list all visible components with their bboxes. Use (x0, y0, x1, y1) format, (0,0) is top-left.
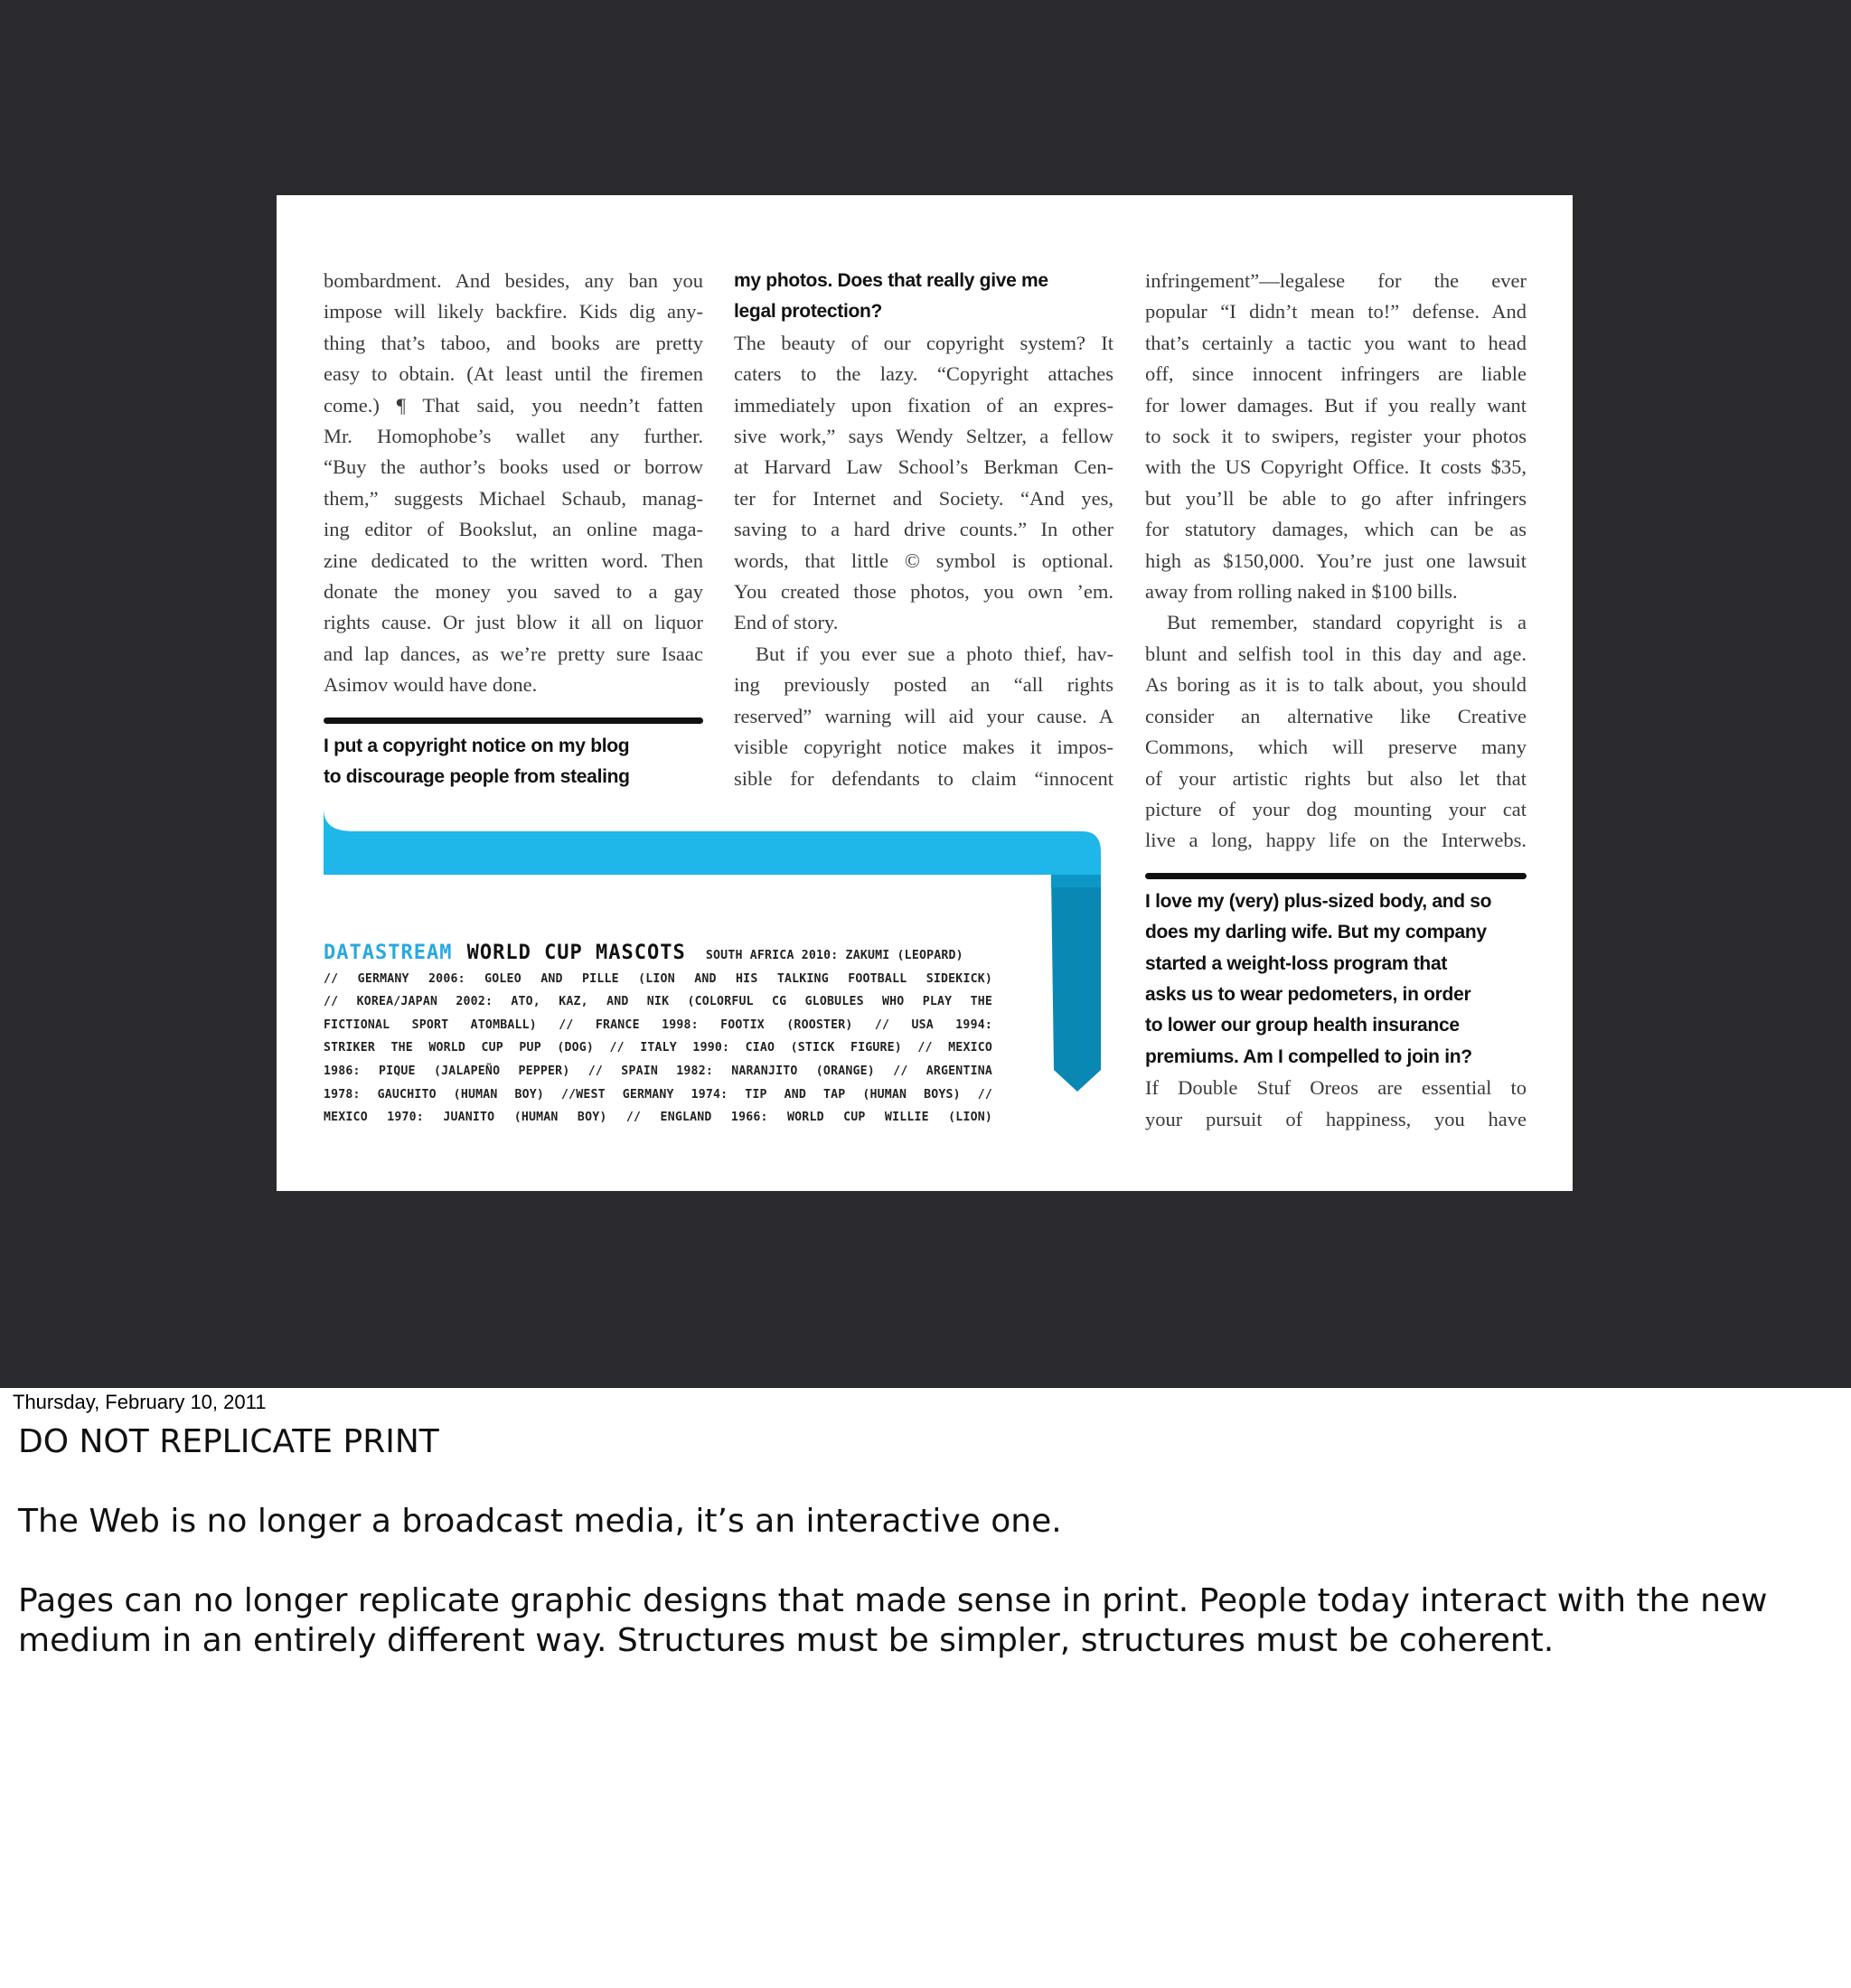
body-line: off, since innocent infringers are liable (1145, 362, 1527, 386)
datastream-line: 1986: PIQUE (JALAPEÑO PEPPER) // SPAIN 1982: NARANJITO (ORANGE) // ARGENTINA (324, 1064, 992, 1078)
datastream-line: MEXICO 1970: JUANITO (HUMAN BOY) // ENGLAND 1966: WORLD CUP WILLIE (LION) (324, 1111, 992, 1125)
datastream-label: DATASTREAM (324, 942, 453, 964)
question-line: I put a copyright notice on my blog (324, 735, 630, 756)
body-line: “Buy the author’s books used or borrow (324, 455, 703, 479)
body-line: to sock it to swipers, register your photos (1145, 425, 1527, 448)
body-line: ing previously posted an “all rights (734, 673, 1113, 697)
blue-banner-bar (324, 808, 1101, 875)
body-line: But remember, standard copyright is a (1167, 611, 1527, 634)
datastream-title: WORLD CUP MASCOTS (466, 942, 686, 964)
notes-title: DO NOT REPLICATE PRINT (18, 1423, 439, 1460)
question-line: my photos. Does that really give me (734, 270, 1048, 291)
body-line: You created those photos, you own ’em. (734, 580, 1113, 604)
body-line: popular “I didn’t mean to!” defense. And (1145, 300, 1527, 324)
question-line: to lower our group health insurance (1145, 1015, 1460, 1036)
question-line: legal protection? (734, 301, 883, 323)
body-line: Commons, which will preserve many (1145, 736, 1527, 759)
datastream-header (324, 942, 992, 968)
question-line: does my darling wife. But my company (1145, 922, 1487, 943)
body-line: End of story. (734, 611, 839, 634)
datastream-line: FICTIONAL SPORT ATOMBALL) // FRANCE 1998: FOOTIX (ROOSTER) // USA 1994: (324, 1017, 992, 1032)
magazine-page-image (277, 195, 1573, 1191)
body-line: infringement”—legalese for the ever (1145, 269, 1527, 292)
article-column-2 (734, 266, 1113, 794)
notes-line: medium in an entirely different way. Structures must be simpler, structures must be coherent. (18, 1622, 1555, 1659)
body-line: of your artistic rights but also let that (1145, 766, 1527, 790)
body-line: with the US Copyright Office. It costs $35, (1145, 455, 1527, 479)
article-column-1 (324, 266, 703, 793)
body-line: that’s certainly a tactic you want to head (1145, 331, 1527, 354)
body-line: high as $150,000. You’re just one lawsuit (1145, 549, 1527, 572)
body-line: live a long, happy life on the Interwebs. (1145, 829, 1527, 852)
question-line: I love my (very) plus-sized body, and so (1145, 890, 1492, 912)
body-line: come.) ¶ That said, you needn’t fatten (324, 393, 703, 417)
body-line: for statutory damages, which can be as (1145, 518, 1527, 541)
body-line: reserved” warning will aid your cause. A (734, 704, 1113, 727)
question-line: to discourage people from stealing (324, 766, 630, 788)
body-line: visible copyright notice makes it impos- (734, 736, 1113, 759)
article-column-3 (1145, 266, 1527, 1135)
body-line: immediately upon fixation of an expres- (734, 393, 1113, 417)
notes-line: Pages can no longer replicate graphic designs that made sense in print. People today interact with the new (18, 1582, 1768, 1619)
notes-paragraph (18, 1581, 1826, 1661)
section-divider (1145, 873, 1527, 879)
body-line: sible for defendants to claim “innocent (734, 766, 1113, 790)
datastream-line: // KOREA/JAPAN 2002: ATO, KAZ, AND NIK (COLORFUL CG GLOBULES WHO PLAY THE (324, 995, 992, 1009)
question-line: premiums. Am I compelled to join in? (1145, 1046, 1472, 1067)
slide-date: Thursday, February 10, 2011 (13, 1391, 267, 1413)
body-line: Asimov would have done. (324, 673, 538, 697)
body-line: at Harvard Law School’s Berkman Cen- (734, 455, 1113, 479)
body-line: and lap dances, as we’re pretty sure Isaac (324, 642, 703, 665)
datastream-line: 1978: GAUCHITO (HUMAN BOY) //WEST GERMANY 1974: TIP AND TAP (HUMAN BOYS) // (324, 1087, 992, 1102)
body-line: donate the money you saved to a gay (324, 580, 703, 604)
blue-banner-corner (1051, 875, 1101, 887)
datastream-line: SOUTH AFRICA 2010: ZAKUMI (LEOPARD) (705, 949, 963, 962)
blue-banner-arrow (1051, 875, 1101, 1092)
body-line: them,” suggests Michael Schaub, manag- (324, 486, 703, 510)
body-line: But if you ever sue a photo thief, hav- (756, 642, 1113, 665)
body-line: As boring as it is to talk about, you should (1145, 673, 1527, 697)
body-line: your pursuit of happiness, you have (1145, 1107, 1527, 1130)
body-line: zine dedicated to the written word. Then (324, 549, 703, 572)
body-line: The beauty of our copyright system? It (734, 331, 1113, 354)
body-line: words, that little © symbol is optional. (734, 549, 1113, 572)
body-line: Mr. Homophobe’s wallet any further. (324, 425, 703, 448)
body-line: but you’ll be able to go after infringers (1145, 486, 1527, 510)
body-line: saving to a hard drive counts.” In other (734, 518, 1113, 541)
body-line: thing that’s taboo, and books are pretty (324, 331, 703, 354)
body-line: ter for Internet and Society. “And yes, (734, 486, 1113, 510)
question-line: asks us to wear pedometers, in order (1145, 983, 1471, 1005)
body-line: bombardment. And besides, any ban you (324, 269, 703, 292)
datastream-sidebar (324, 942, 992, 1130)
body-line: away from rolling naked in $100 bills. (1145, 580, 1458, 604)
body-line: rights cause. Or just blow it all on liquor (324, 611, 703, 634)
body-line: blunt and selfish tool in this day and age. (1145, 642, 1527, 665)
body-line: easy to obtain. (At least until the firemen (324, 362, 703, 386)
presenter-notes[interactable] (18, 1422, 1826, 1661)
body-line: sive work,” says Wendy Seltzer, a fellow (734, 425, 1113, 448)
question-line: started a weight-loss program that (1145, 952, 1448, 974)
body-line: ing editor of Bookslut, an online maga- (324, 518, 703, 541)
datastream-line: STRIKER THE WORLD CUP PUP (DOG) // ITALY 1990: CIAO (STICK FIGURE) // MEXICO (324, 1041, 992, 1055)
notes-line: The Web is no longer a broadcast media, it’s an interactive one. (18, 1503, 1062, 1540)
body-line: picture of your dog mounting your cat (1145, 797, 1527, 821)
body-line: impose will likely backfire. Kids dig any- (324, 300, 703, 324)
body-line: If Double Stuf Oreos are essential to (1145, 1076, 1527, 1100)
body-line: caters to the lazy. “Copyright attaches (734, 362, 1113, 386)
body-line: for lower damages. But if you really want (1145, 393, 1527, 417)
section-divider (324, 717, 703, 724)
datastream-line: // GERMANY 2006: GOLEO AND PILLE (LION AND HIS TALKING FOOTBALL SIDEKICK) (324, 971, 992, 986)
body-line: consider an alternative like Creative (1145, 704, 1527, 727)
